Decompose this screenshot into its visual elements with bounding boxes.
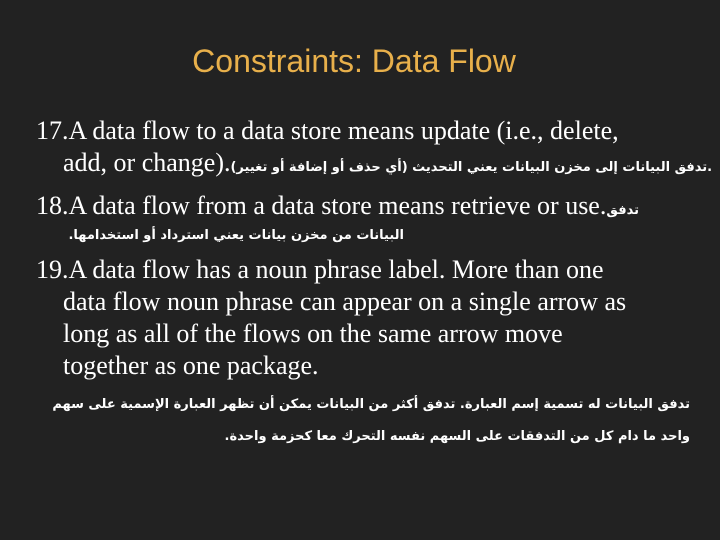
item-17-number: 17.: [36, 116, 69, 145]
item-17-text-2: add, or change).: [63, 148, 231, 177]
item-18-arabic-1: تدفق: [606, 203, 639, 218]
item-19-line-1: [36, 255, 604, 285]
item-18-text-1: A data flow from a data store means retrieve or use.: [68, 191, 607, 220]
item-17-text-1: A data flow to a data store means update (i.e., delete,: [68, 116, 619, 145]
item-19-line-4: together as one package.: [63, 351, 319, 380]
item-19-line-3: long as all of the flows on the same arrow move: [63, 319, 563, 348]
item-17-line-1: [36, 116, 619, 146]
item-19-text-1: A data flow has a noun phrase label. More than one: [68, 255, 604, 284]
slide-title: Constraints: Data Flow: [192, 43, 516, 79]
item-17-line-2: [63, 148, 712, 183]
item-17-arabic: .تدفق البيانات إلى مخزن البيانات يعني التحديث (أي حذف أو إضافة أو تغيير): [230, 160, 713, 175]
item-18-line-1: [36, 191, 639, 226]
item-19-line-2: data flow noun phrase can appear on a single arrow as: [63, 287, 627, 316]
item-19-number: 19.: [36, 255, 69, 284]
item-19-arabic-2: واحد ما دام كل من التدفقات على السهم نفسه التحرك معا كحزمة واحدة.: [224, 429, 690, 444]
item-18-arabic-2: البيانات من مخزن بيانات يعني استرداد أو استخدامها.: [68, 228, 404, 243]
item-18-number: 18.: [36, 191, 69, 220]
item-19-arabic-1: تدفق البيانات له تسمية إسم العبارة. تدفق أكثر من البيانات يمكن أن تظهر العبارة الإسمية على سهم: [52, 397, 690, 412]
